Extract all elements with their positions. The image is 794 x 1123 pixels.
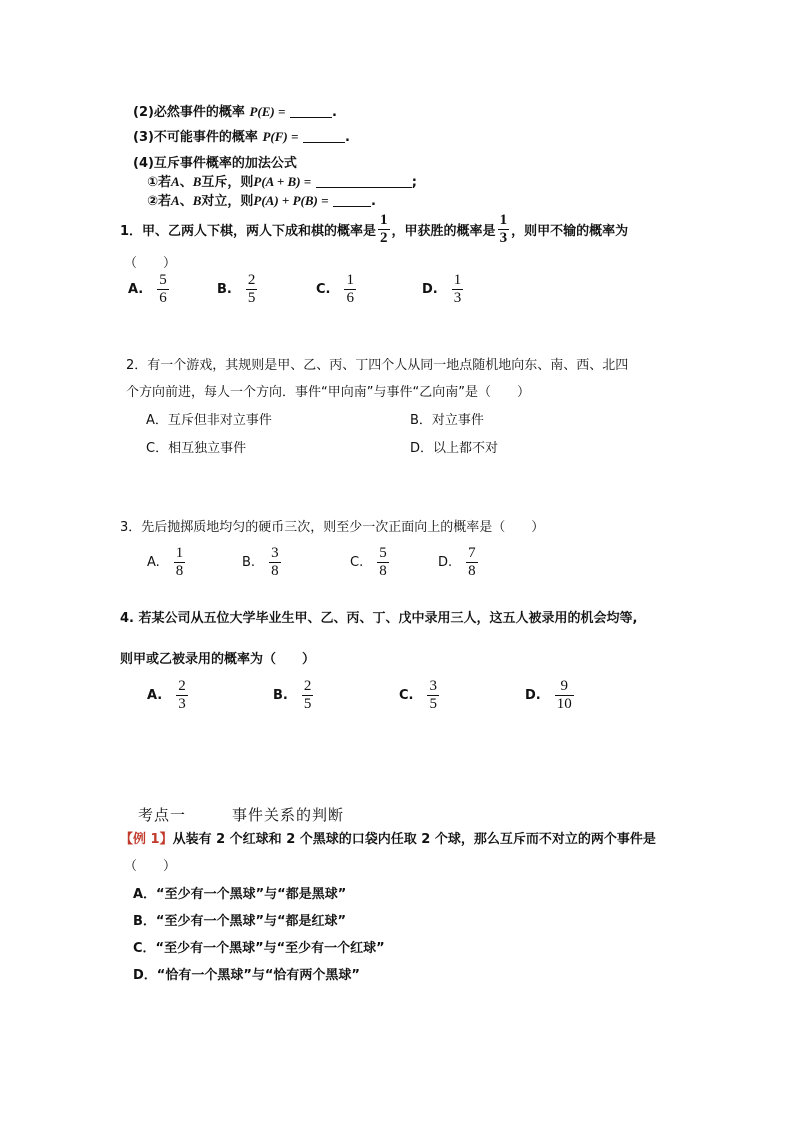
fraction: $\frac{5}{6}$ [159,272,167,306]
formula-item-2: (2)必然事件的概率 P(E) = . [133,104,337,120]
question-1-option-b[interactable]: B. $\frac{2}{5}$ [217,272,256,306]
answer-blank [290,105,332,118]
question-2-option-a[interactable]: A．互斥但非对立事件 [146,413,272,428]
math-expression: P(A + B) = [253,174,312,189]
section-subtitle: 事件关系的判断 [232,806,345,824]
question-4-option-d[interactable]: D. $\frac{9}{10}$ [525,678,572,712]
question-2-option-b[interactable]: B．对立事件 [410,413,484,428]
example-tag: 【例 1】 [120,832,173,847]
fraction: $\frac{1}{3}$ [499,212,508,246]
example-1-option-b[interactable]: B．“至少有一个黑球”与“都是红球” [133,914,347,929]
question-4-option-a[interactable]: A. $\frac{2}{3}$ [147,678,186,712]
question-3-option-b[interactable]: B. $\frac{3}{8}$ [242,545,279,579]
question-1-option-d[interactable]: D. $\frac{1}{3}$ [422,272,462,306]
question-1-option-c[interactable]: C. $\frac{1}{6}$ [316,272,354,306]
answer-blank [316,175,412,188]
example-1-stem: 【例 1】从装有 2 个红球和 2 个黑球的口袋内任取 2 个球，那么互斥而不对立的两个事件是 [120,832,656,847]
example-1-option-c[interactable]: C．“至少有一个黑球”与“至少有一个红球” [133,941,385,956]
question-3-option-a[interactable]: A. $\frac{1}{8}$ [147,545,184,579]
question-4-line-2: 则甲或乙被录用的概率为（ ） [120,652,316,667]
question-4-option-b[interactable]: B. $\frac{2}{5}$ [273,678,312,712]
formula-sub-2: ②若A、B对立，则P(A) + P(B) = . [147,193,376,209]
formula-item-3: (3)不可能事件的概率 P(F) = . [133,129,350,145]
example-1-paren: （ ） [124,859,177,874]
fraction: $\frac{1}{2}$ [380,212,388,246]
question-1-paren: （ ） [124,256,177,271]
math-expression: P(F) = [262,129,299,144]
fraction: $\frac{1}{6}$ [346,272,354,306]
fraction: $\frac{7}{8}$ [468,545,476,579]
example-1-option-d[interactable]: D．“恰有一个黑球”与“恰有两个黑球” [133,968,360,983]
fraction: $\frac{2}{5}$ [303,678,312,712]
section-title: 考点一 [138,806,187,824]
formula-sub-1: ①若A、B互斥，则P(A + B) = ; [147,174,417,190]
example-1-option-a[interactable]: A．“至少有一个黑球”与“都是黑球” [133,887,347,902]
question-4-option-c[interactable]: C. $\frac{3}{5}$ [399,678,437,712]
fraction: $\frac{9}{10}$ [556,678,572,712]
math-expression: P(E) = [249,104,286,119]
fraction: $\frac{2}{3}$ [178,678,186,712]
fraction: $\frac{2}{5}$ [247,272,256,306]
question-2-line-1: 2．有一个游戏，其规则是甲、乙、丙、丁四个人从同一地点随机地向东、南、西、北四 [126,358,629,373]
question-2-line-2: 个方向前进，每人一个方向．事件“甲向南”与事件“乙向南”是（ ） [126,385,530,400]
question-3-option-c[interactable]: C. $\frac{5}{8}$ [350,545,387,579]
answer-blank [303,130,345,143]
fraction: $\frac{1}{3}$ [453,272,462,306]
question-3-option-d[interactable]: D. $\frac{7}{8}$ [438,545,476,579]
question-1-option-a[interactable]: A. $\frac{5}{6}$ [128,272,167,306]
answer-blank [333,194,371,207]
fraction: $\frac{3}{5}$ [429,678,437,712]
question-2-option-c[interactable]: C．相互独立事件 [146,441,247,456]
fraction: $\frac{3}{8}$ [271,545,279,579]
fraction: $\frac{1}{8}$ [175,545,184,579]
question-2-option-d[interactable]: D．以上都不对 [410,441,499,456]
question-3-stem: 3．先后抛掷质地均匀的硬币三次，则至少一次正面向上的概率是（ ） [120,520,545,535]
question-1-stem: 1．甲、乙两人下棋，两人下成和棋的概率是 $\frac{1}{2}$ ，甲获胜的概率是 $\frac{1}{3}$ ，则甲不输的概率为 [120,212,629,246]
question-4-line-1: 4. 若某公司从五位大学毕业生甲、乙、丙、丁、戊中录用三人，这五人被录用的机会均等, [120,611,638,626]
formula-item-4: (4)互斥事件概率的加法公式 [133,156,297,171]
math-expression: P(A) + P(B) = [253,193,329,208]
fraction: $\frac{5}{8}$ [379,545,387,579]
